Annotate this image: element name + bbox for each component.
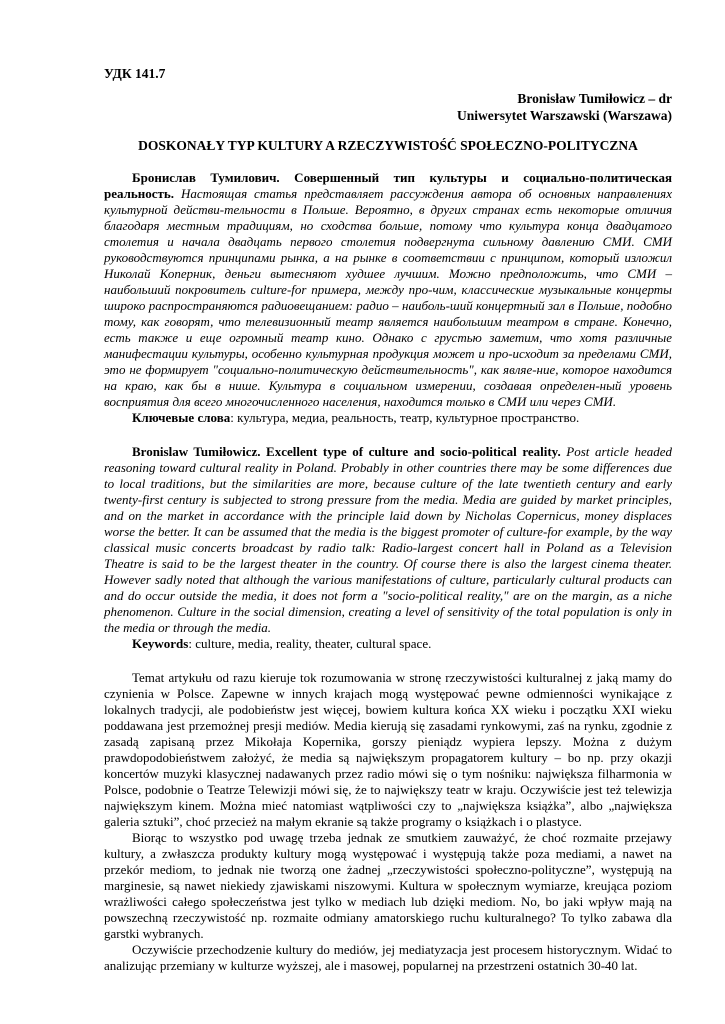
body-paragraph: Oczywiście przechodzenie kultury do mediów, jej mediatyzacja jest procesem historycznym. Widać to analizując przemiany w kulturze wyższej, ale i masowej, popularnej na przestrzeni ostatnich 30-40 lat. (104, 942, 672, 973)
paper-page (104, 66, 672, 974)
abstract-russian-lead: Бронислав Тумилович. Совершенный тип культуры и социально-политическая реальность. (104, 170, 672, 201)
affiliation: Uniwersytet Warszawski (Warszawa) (457, 108, 672, 123)
keywords-russian (104, 410, 672, 426)
abstract-english-text: Post article headed reasoning toward cultural reality in Poland. Probably in other countries there may be some differences due to local traditions, but the similarities are more, because culture of the late twentieth century and early twenty-first century is subjected to strong pressure from the media. Media are guided by market principles, and on the market in accordance with the principle laid down by Nicholas Copernicus, money displaces worse the better. It can be assumed that the media is the biggest promoter of culture-for example, by the way classical music concerts broadcast by radio talk: Radio-largest concert hall in Poland as a Television Theatre is said to be the largest theater in the country. Of course there is also the largest cinema theater. However sadly noted that although the various manifestations of culture, particularly cultural products can and do occur outside the media, it does not form a "socio-political reality," are on the margin, as a niche phenomenon. Culture in the social dimension, creating a level of sensitivity of the total population is only in the media or through the media. (104, 444, 672, 635)
keywords-russian-text: : культура, медиа, реальность, театр, культурное пространство. (230, 410, 580, 425)
body-text (104, 670, 672, 974)
author-line: Bronisław Tumiłowicz – dr (517, 91, 672, 106)
udc-code: УДК 141.7 (104, 66, 166, 81)
keywords-russian-label: Ключевые слова (132, 410, 231, 425)
abstract-english (104, 444, 672, 636)
paper-title: DOSKONAŁY TYP KULTURY A RZECZYWISTOŚĆ SPOŁECZNO-POLITYCZNA (138, 138, 638, 153)
keywords-english (104, 636, 672, 652)
abstract-russian-text: Настоящая статья представляет рассуждения автора об основных направлениях культурной действи-тельности в Польше. Вероятно, в других странах есть некоторые отличия благодаря местным традициям, но сходства больше, потому что культура конца двадцатого столетия и начала двадцать первого столетия подвергнута сильному давлению СМИ. СМИ руководствуются принципами рынка, а на рынке в соответствии с принципом, который изложил Николай Коперник, деньги вытесняют худшее лучшим. Можно предположить, что СМИ – наибольший покровитель culture-for примера, между про-чим, классические музыкальные концерты широко распространяются радиовещанием: радио – наиболь-ший концертный зал в Польше, подобно тому, как говорят, что телевизионный театр является наибольшим театром в стране. Конечно, есть также и еще огромный театр кино. Однако с грустью заметим, что хотя различные манифестации культуры, особенно культурная продукция может и про-исходит за пределами СМИ, это не формирует "социально-политическую действительность", как являе-ние, которое находится на краю, как бы в нише. Культура в социальном измерении, создавая определен-ный уровень восприятия для всего многочисленного населения, находится только в СМИ или через СМИ. (104, 186, 672, 409)
keywords-english-text: : culture, media, reality, theater, cultural space. (188, 636, 432, 651)
body-paragraph: Biorąc to wszystko pod uwagę trzeba jednak ze smutkiem zauważyć, że choć rozmaite przejawy kultury, a zwłaszcza produkty kultury mogą występować i występują także poza mediami, a nawet na przekór mediom, to jednak nie tworzą one żadnej „rzeczywistości społeczno-polityczne”, występują na marginesie, są nawet niekiedy zjawiskami niszowymi. Kultura w społecznym wymiarze, kreująca poziom wrażliwości całego społeczeństwa jest tylko w mediach lub dzięki mediom. No, bo jaki wpływ mają na powszechną rzeczywistość np. rozmaite odmiany amatorskiego ruchu kulturalnego? To tylko zabawa dla garstki wybranych. (104, 830, 672, 941)
abstract-russian (104, 170, 672, 410)
keywords-english-label: Keywords (132, 636, 189, 651)
body-paragraph: Temat artykułu od razu kieruje tok rozumowania w stronę rzeczywistości kulturalnej z jaką mamy do czynienia w Polsce. Zapewne w innych krajach mogą występować pewne odmienności wynikające z lokalnych tradycji, ale podobieństw jest więcej, bowiem kultura końca XX wieku i początku XXI wieku poddawana jest przemożnej presji mediów. Media kierują się zasadami rynkowymi, zaś na rynku, zgodnie z zasadą zapisaną przez Mikołaja Kopernika, gorszy pieniądz wypiera lepszy. Można z dużym prawdopodobieństwem założyć, że media są największym propagatorem kultury – bo np. przy okazji koncertów muzyki klasycznej nadawanych przez radio mówi się o tym nośniku: największa filharmonia w Polsce, podobnie o Teatrze Telewizji mówi się, że to największy teatr w kraju. Oczywiście jest też telewizja największym kinem. Można mieć natomiast wątpliwości czy to „największa książka”, albo „największa galeria sztuki”, choć przecież na małym ekranie są także programy o książkach i o plastyce. (104, 670, 672, 829)
abstract-english-lead: Bronislaw Tumiłowicz. Excellent type of culture and socio-political reality. (132, 444, 561, 459)
